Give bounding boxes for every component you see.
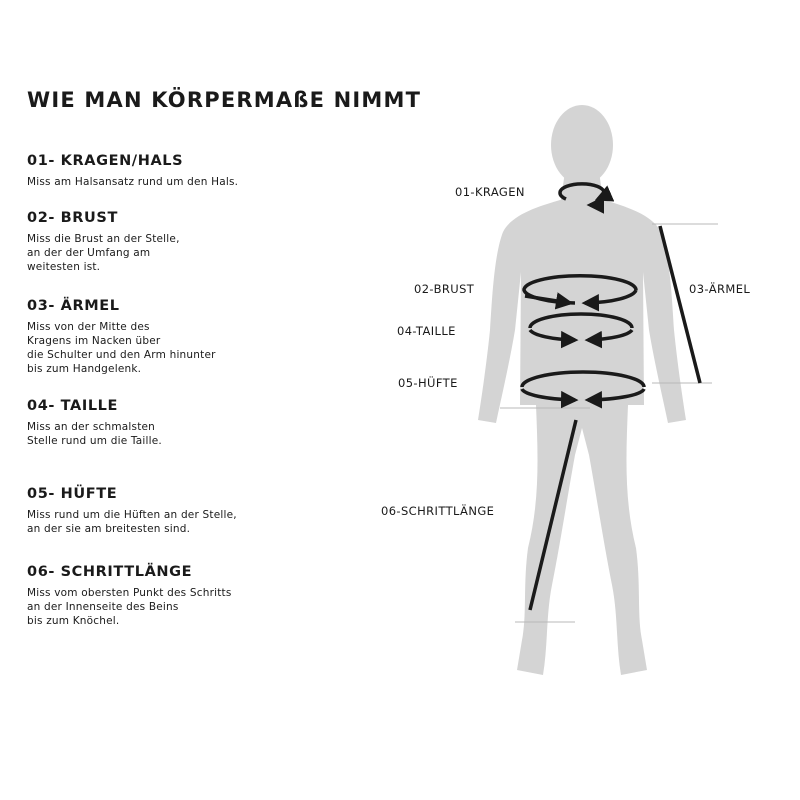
label-brust: 02-BRUST [414,282,475,296]
label-aermel: 03-ÄRMEL [689,282,751,296]
section-heading: 06- SCHRITTLÄNGE [27,564,193,580]
label-taille: 04-TAILLE [397,324,456,338]
label-huefte: 05-HÜFTE [398,376,458,390]
section-text: Miss am Halsansatz rund um den Hals. [27,176,239,188]
section-text: Miss rund um die Hüften an der Stelle, an der sie am breitesten sind. [27,509,237,535]
label-schrittlaenge: 06-SCHRITTLÄNGE [381,504,495,518]
section-text: Miss an der schmalsten Stelle rund um die Taille. [27,421,162,447]
page-title: WIE MAN KÖRPERMAßE NIMMT [27,88,422,112]
label-kragen: 01-KRAGEN [455,185,525,199]
section-text: Miss die Brust an der Stelle, an der der Umfang am weitesten ist. [27,233,180,273]
section-heading: 03- ÄRMEL [27,298,120,314]
section-heading: 02- BRUST [27,210,118,226]
section-text: Miss vom obersten Punkt des Schritts an der Innenseite des Beins bis zum Knöchel. [27,587,232,627]
section-text: Miss von der Mitte des Kragens im Nacken über die Schulter und den Arm hinunter bis zum Handgelenk. [27,321,216,375]
section-heading: 01- KRAGEN/HALS [27,153,184,169]
section-heading: 04- TAILLE [27,398,119,414]
section-heading: 05- HÜFTE [27,486,118,502]
